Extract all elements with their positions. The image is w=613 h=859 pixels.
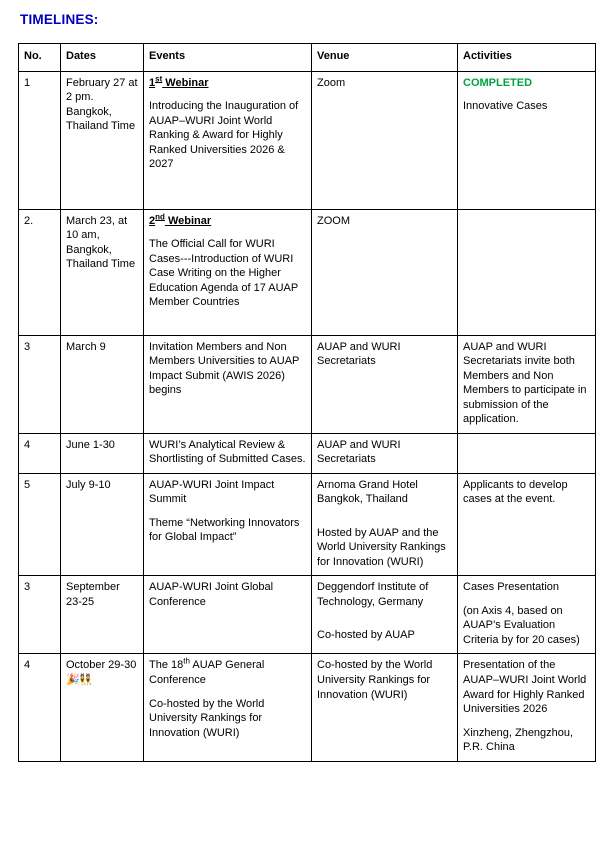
venue-location: Deggendorf Institute of Technology, Germany: [317, 581, 429, 608]
row-no: 4: [19, 433, 61, 473]
row-activities: [458, 209, 596, 335]
row-venue: Zoom: [312, 71, 458, 209]
event-description: The Official Call for WURI Cases---Introduction of WURI Case Writing on the Higher Education Agenda of 17 AUAP Member Countries: [149, 238, 299, 309]
row-dates: February 27 at 2 pm. Bangkok, Thailand Time: [61, 71, 144, 209]
event-description: Introducing the Inauguration of AUAP–WURI Joint World Ranking & Award for Highly Ranked Universities 2026 & 2027: [149, 100, 299, 171]
row-venue: AUAP and WURI Secretariats: [312, 433, 458, 473]
row-activities: [458, 71, 596, 209]
row-venue: [312, 473, 458, 576]
event-title-prefix: The 18: [149, 659, 184, 672]
table-row: [19, 209, 596, 335]
event-ordinal-suffix: st: [155, 73, 163, 83]
column-header-dates: Dates: [61, 44, 144, 72]
cell-spacer: [149, 181, 306, 203]
event-ordinal: 1: [149, 76, 156, 89]
venue-location: Arnoma Grand Hotel Bangkok, Thailand: [317, 478, 418, 506]
row-venue: [312, 576, 458, 654]
activity-location: Xinzheng, Zhengzhou, P.R. China: [463, 726, 574, 754]
table-row: [19, 576, 596, 654]
row-no: 3: [19, 335, 61, 433]
event-title-suffix: th: [183, 656, 190, 666]
row-activities: [458, 654, 596, 761]
row-no: 3: [19, 576, 61, 654]
event-host: Co-hosted by the World University Rankings for Innovation (WURI): [149, 697, 265, 739]
table-row: [19, 433, 596, 473]
event-title-rest: Webinar: [164, 214, 212, 227]
activity-description: Presentation of the AUAP–WURI Joint World Award for Highly Ranked Universities 2026: [463, 659, 587, 716]
timelines-table: [18, 43, 596, 762]
table-header-row: [19, 44, 596, 72]
event-title: [149, 658, 306, 687]
page-title: TIMELINES:: [20, 12, 99, 27]
row-events: Invitation Members and Non Members Universities to AUAP Impact Submit (AWIS 2026) begins: [144, 335, 312, 433]
row-venue: Co-hosted by the World University Rankings for Innovation (WURI): [312, 654, 458, 761]
cell-spacer: [317, 618, 452, 628]
event-ordinal: 2: [149, 214, 156, 227]
activity-description: Cases Presentation: [463, 581, 559, 594]
table-row: [19, 335, 596, 433]
row-dates: [61, 654, 144, 761]
row-events: [144, 71, 312, 209]
row-events: WURI’s Analytical Review & Shortlisting of Submitted Cases.: [144, 433, 312, 473]
row-no: 4: [19, 654, 61, 761]
row-dates: September 23-25: [61, 576, 144, 654]
event-title: [149, 73, 306, 91]
event-ordinal-suffix: nd: [155, 211, 165, 221]
column-header-activities: Activities: [458, 44, 596, 72]
table-row: [19, 654, 596, 761]
row-events: [144, 209, 312, 335]
event-title-rest: Webinar: [162, 76, 209, 89]
event-title-rest: AUAP General Conference: [149, 659, 265, 686]
row-dates: March 23, at 10 am, Bangkok, Thailand Time: [61, 209, 144, 335]
row-activities: Applicants to develop cases at the event.: [458, 473, 596, 576]
cell-spacer: [317, 516, 452, 526]
celebration-emoji: 🎉👯: [66, 673, 92, 686]
column-header-events: Events: [144, 44, 312, 72]
event-title: [149, 211, 306, 229]
row-dates: June 1-30: [61, 433, 144, 473]
row-no: 2.: [19, 209, 61, 335]
venue-host: Co-hosted by AUAP: [317, 629, 415, 642]
row-no: 1: [19, 71, 61, 209]
row-venue: ZOOM: [312, 209, 458, 335]
event-description: AUAP-WURI Joint Impact Summit: [149, 478, 275, 506]
row-events: AUAP-WURI Joint Global Conference: [144, 576, 312, 654]
row-venue: AUAP and WURI Secretariats: [312, 335, 458, 433]
row-dates-text: October 29-30: [66, 659, 137, 672]
row-activities: [458, 433, 596, 473]
row-no: 5: [19, 473, 61, 576]
row-activities: [458, 576, 596, 654]
table-row: [19, 71, 596, 209]
venue-host: Hosted by AUAP and the World University Rankings for Innovation (WURI): [317, 526, 446, 568]
row-dates: July 9-10: [61, 473, 144, 576]
activity-note: (on Axis 4, based on AUAP’s Evaluation Criteria by for 20 cases): [463, 604, 580, 646]
column-header-no: No.: [19, 44, 61, 72]
row-events: [144, 654, 312, 761]
activity-description: Innovative Cases: [463, 100, 548, 113]
status-badge: COMPLETED: [463, 76, 533, 89]
event-theme: Theme “Networking Innovators for Global Impact”: [149, 516, 300, 544]
row-activities: AUAP and WURI Secretariats invite both Members and Non Members to participate in submission of the application.: [458, 335, 596, 433]
cell-spacer: [149, 319, 306, 329]
table-row: [19, 473, 596, 576]
row-events: [144, 473, 312, 576]
row-dates: March 9: [61, 335, 144, 433]
column-header-venue: Venue: [312, 44, 458, 72]
